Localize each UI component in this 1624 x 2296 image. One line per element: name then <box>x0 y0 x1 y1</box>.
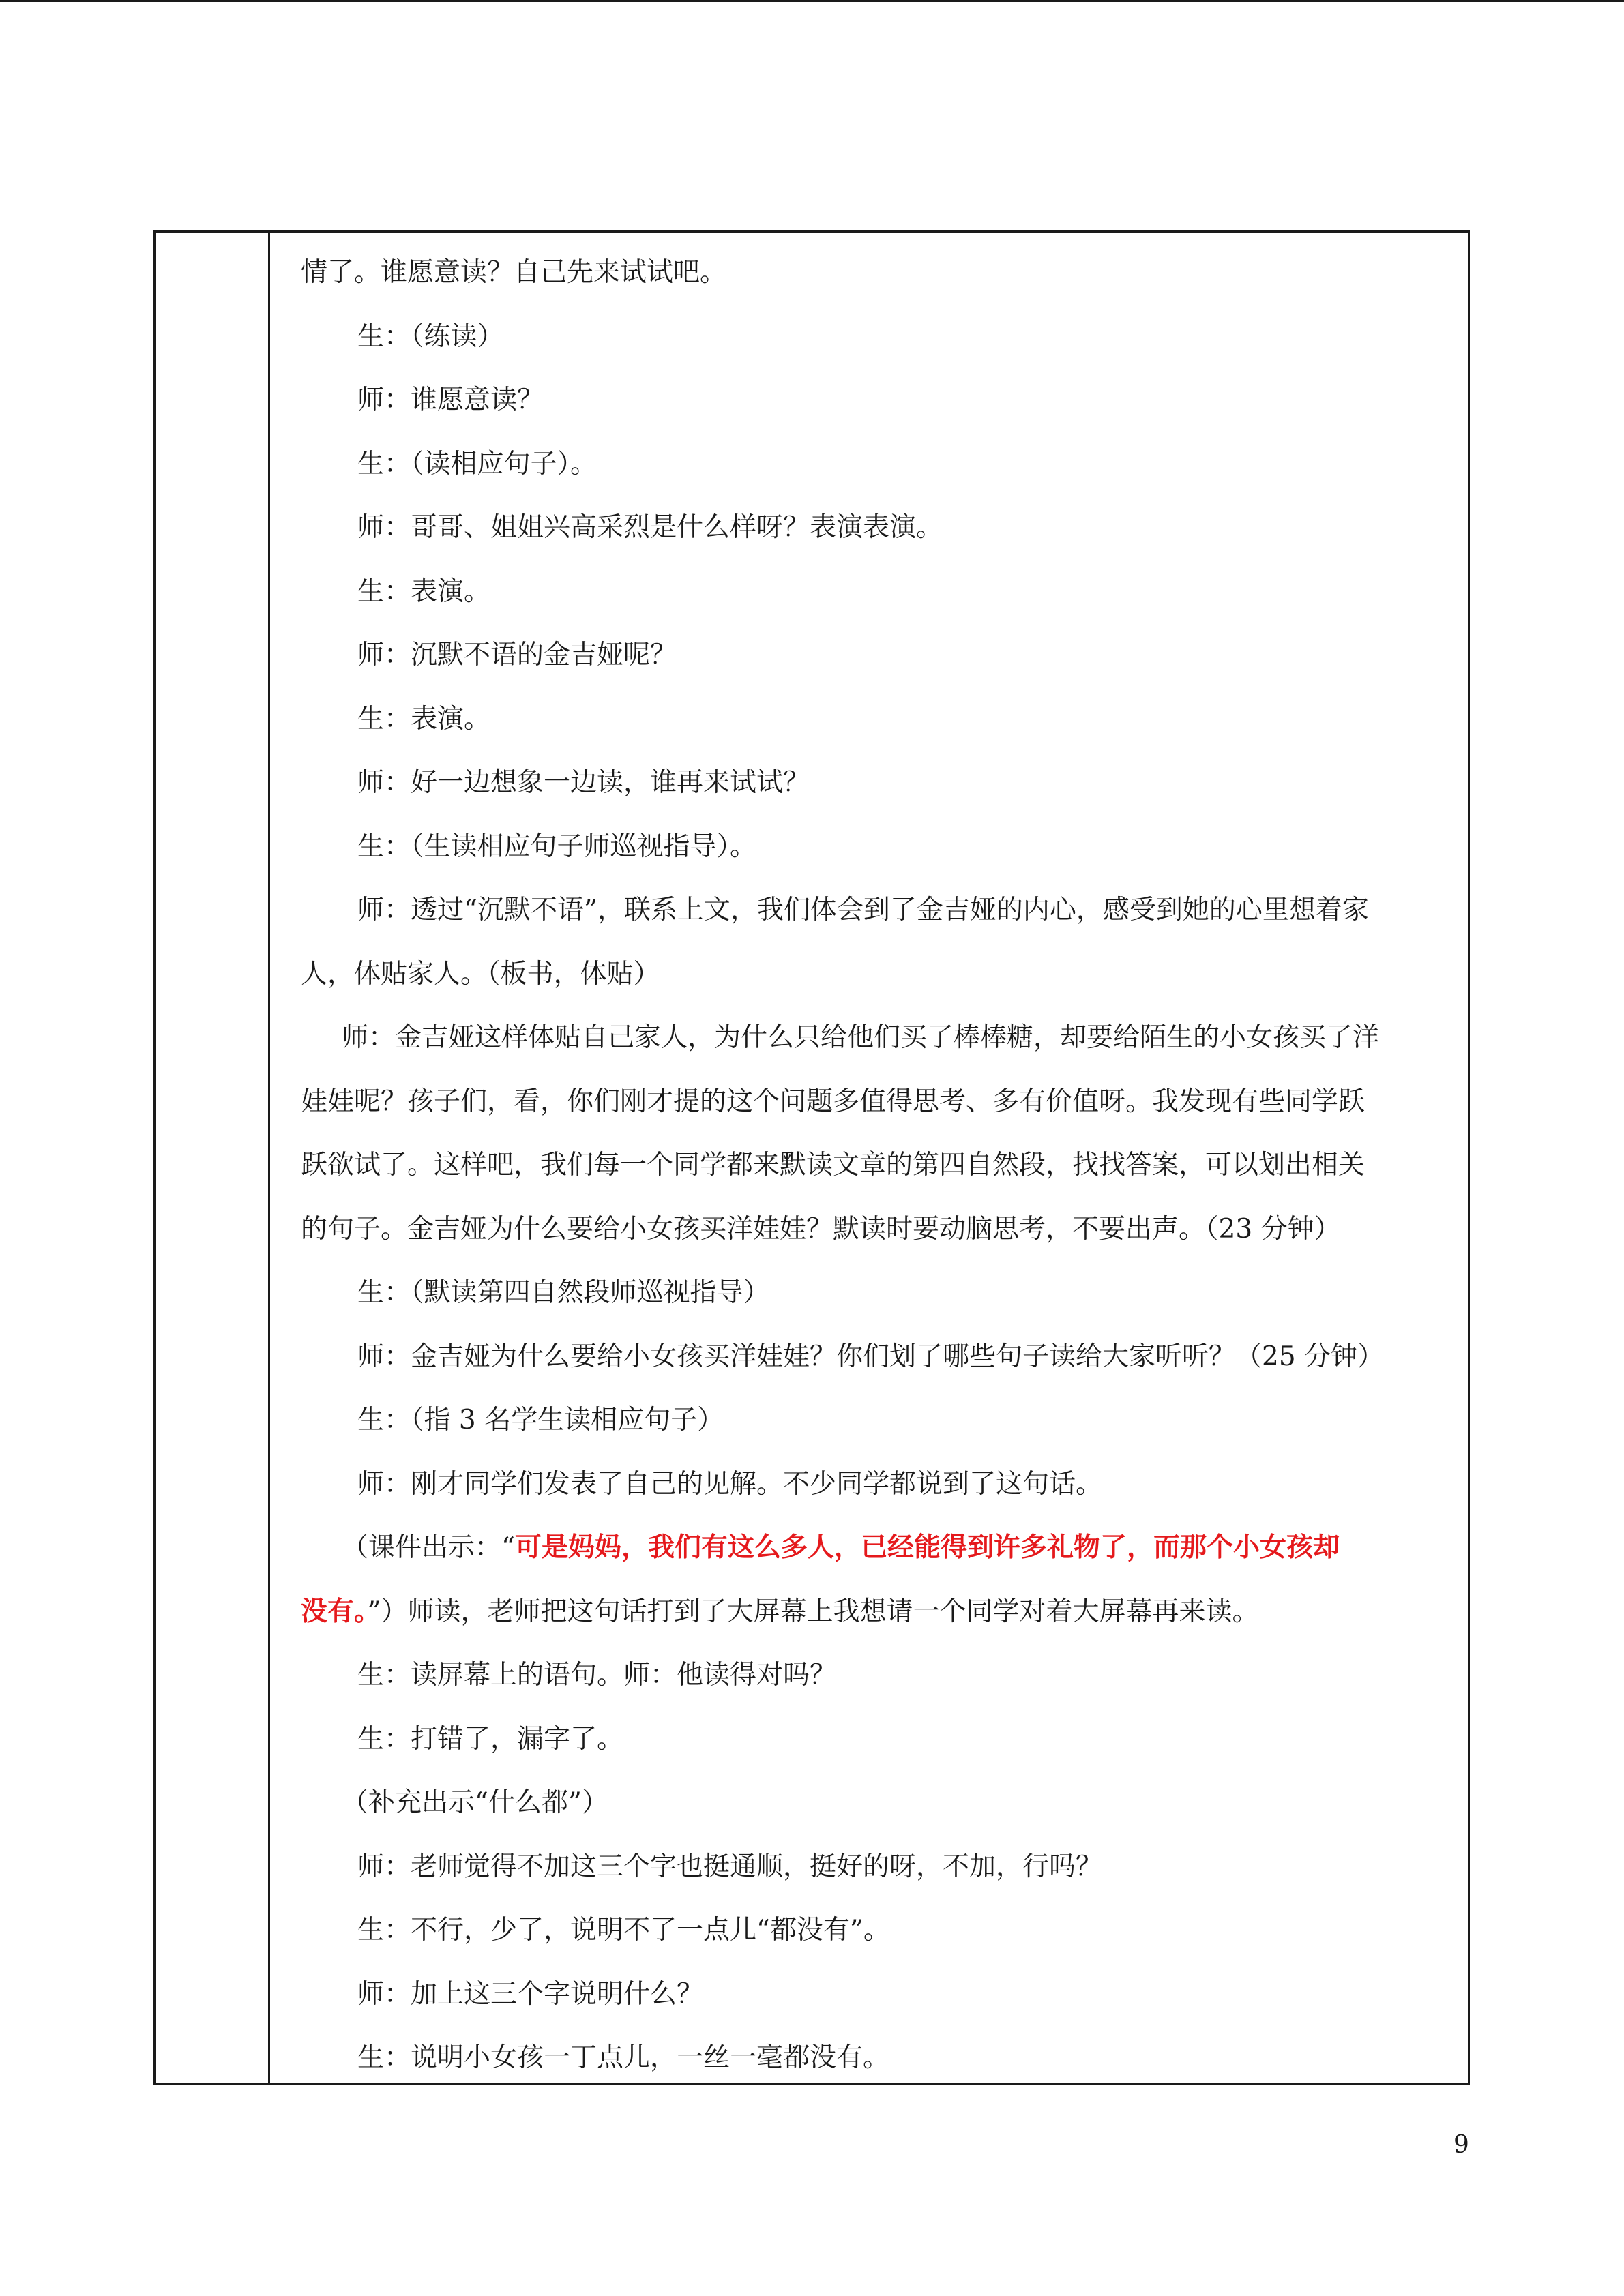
courseware-prefix: （课件出示：“ <box>342 1532 515 1563</box>
text-line: 师：老师觉得不加这三个字也挺通顺，挺好的呀，不加，行吗？ <box>357 1851 1103 1882</box>
text-line: 师：好一边想象一边读，谁再来试试？ <box>357 767 810 798</box>
text-line: 的句子。金吉娅为什么要给小女孩买洋娃娃？默读时要动脑思考，不要出声。（23 分钟） <box>301 1213 1341 1244</box>
text-line: 师：金吉娅这样体贴自己家人，为什么只给他们买了棒棒糖，却要给陌生的小女孩买了洋 <box>342 1022 1380 1053</box>
text-line: 情了。谁愿意读？自己先来试试吧。 <box>301 257 727 288</box>
text-line: 生：读屏幕上的语句。师：他读得对吗？ <box>357 1660 837 1690</box>
courseware-line <box>301 1516 1447 1580</box>
text-line: 生：打错了，漏字了。 <box>357 1723 624 1755</box>
text-line: 师：金吉娅为什么要给小女孩买洋娃娃？你们划了哪些句子读给大家听听？（25 分钟） <box>357 1341 1385 1372</box>
page-number: 9 <box>1453 2131 1469 2159</box>
text-line: 生：（练读） <box>357 320 504 352</box>
text-line: 生：（生读相应句子师巡视指导）。 <box>357 831 757 862</box>
text-line: 师：刚才同学们发表了自己的见解。不少同学都说到了这句话。 <box>357 1468 1103 1500</box>
text-line: 跃欲试了。这样吧，我们每一个同学都来默读文章的第四自然段，找找答案，可以划出相关 <box>301 1150 1365 1180</box>
text-line: （补充出示“什么都”） <box>342 1787 608 1818</box>
table-label-column <box>156 233 270 2083</box>
lesson-table <box>153 230 1470 2085</box>
text-line: 师：谁愿意读？ <box>357 385 544 415</box>
text-line: 师：加上这三个字说明什么？ <box>357 1978 704 2010</box>
text-line: 师：沉默不语的金吉娅呢？ <box>357 640 677 670</box>
courseware-quote-end: 没有。 <box>301 1595 368 1627</box>
text-line: 娃娃呢？孩子们，看，你们刚才提的这个问题多值得思考、多有价值呀。我发现有些同学跃 <box>301 1086 1365 1117</box>
text-line: 师：哥哥、姐姐兴高采烈是什么样呀？表演表演。 <box>357 512 943 543</box>
courseware-quote: 可是妈妈，我们有这么多人，已经能得到许多礼物了，而那个小女孩却 <box>514 1532 1340 1563</box>
text-line: 生：表演。 <box>357 576 491 607</box>
text-line: 生：（读相应句子）。 <box>357 448 597 479</box>
courseware-suffix: ”）师读，老师把这句话打到了大屏幕上我想请一个同学对着大屏幕再来读。 <box>367 1596 1259 1627</box>
text-line: 生：说明小女孩一丁点儿，一丝一毫都没有。 <box>357 2042 890 2073</box>
top-border <box>0 0 1624 2</box>
courseware-line-continued <box>301 1580 1447 1644</box>
text-line: 师：透过“沉默不语”，联系上文，我们体会到了金吉娅的内心，感受到她的心里想着家 <box>357 895 1369 925</box>
text-line: 生：不行，少了，说明不了一点儿“都没有”。 <box>357 1915 890 1945</box>
text-line: 生：（指 3 名学生读相应句子） <box>357 1405 724 1435</box>
text-line: 生：表演。 <box>357 703 491 734</box>
lesson-content-cell <box>272 233 1468 2083</box>
text-line: 生：（默读第四自然段师巡视指导） <box>357 1277 770 1308</box>
text-line: 人，体贴家人。（板书，体贴） <box>301 958 660 989</box>
